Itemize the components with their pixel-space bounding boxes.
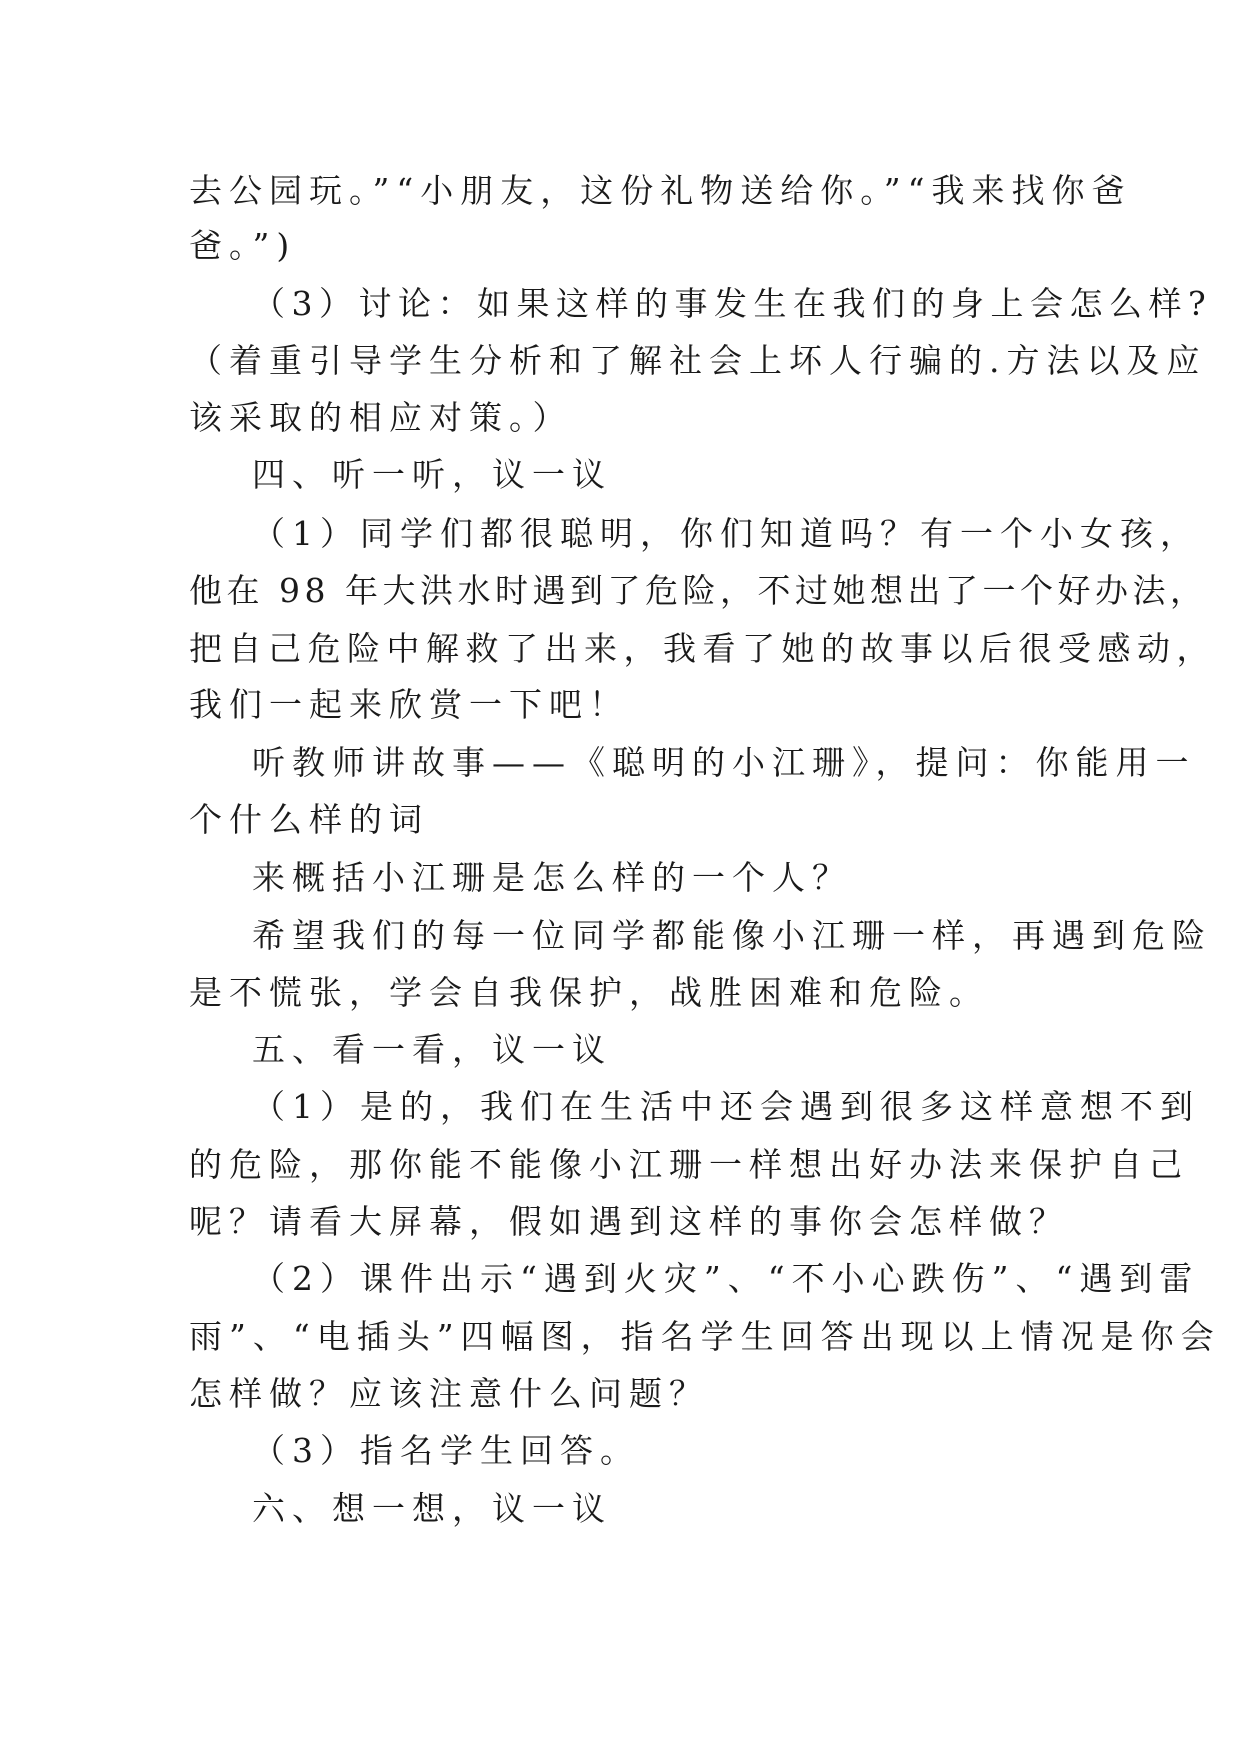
text-line: 听教师讲故事——《聪明的小江珊》，提问：你能用一 xyxy=(252,743,1196,782)
text-line: （3）指名学生回答。 xyxy=(252,1431,640,1470)
text-line: 个什么样的词 xyxy=(189,800,429,839)
section-heading: 五、看一看，议一议 xyxy=(252,1030,612,1069)
text-line: 雨”、“电插头”四幅图，指名学生回答出现以上情况是你会 xyxy=(189,1317,1221,1356)
text-line: （1）同学们都很聪明，你们知道吗？有一个小女孩， xyxy=(252,514,1200,553)
text-line: （1）是的，我们在生活中还会遇到很多这样意想不到 xyxy=(252,1087,1200,1126)
text-line: （2）课件出示“遇到火灾”、“不小心跌伤”、“遇到雷 xyxy=(252,1259,1200,1298)
text-line: 爸。”) xyxy=(189,226,297,265)
section-heading: 六、想一想，议一议 xyxy=(252,1489,612,1528)
section-heading: 四、听一听，议一议 xyxy=(252,455,612,494)
text-line: 来概括小江珊是怎么样的一个人？ xyxy=(252,858,852,897)
text-line: 该采取的相应对策。） xyxy=(189,398,573,437)
text-line: 的危险，那你能不能像小江珊一样想出好办法来保护自己 xyxy=(189,1145,1189,1184)
text-line: 把自己危险中解救了出来，我看了她的故事以后很受感动， xyxy=(189,629,1216,668)
text-line: 希望我们的每一位同学都能像小江珊一样，再遇到危险 xyxy=(252,916,1212,955)
text-line: 他在 98 年大洪水时遇到了危险，不过她想出了一个好办法， xyxy=(189,571,1208,610)
text-line: 怎样做？应该注意什么问题？ xyxy=(189,1374,709,1413)
text-line: （3）讨论：如果这样的事发生在我们的身上会怎么样? xyxy=(252,284,1213,323)
text-line: 去公园玩。”“小朋友，这份礼物送给你。”“我来找你爸 xyxy=(189,171,1132,210)
text-line: （着重引导学生分析和了解社会上坏人行骗的.方法以及应 xyxy=(189,341,1207,380)
text-line: 我们一起来欣赏一下吧！ xyxy=(189,685,629,724)
text-line: 是不慌张，学会自我保护，战胜困难和危险。 xyxy=(189,973,989,1012)
text-line: 呢？请看大屏幕，假如遇到这样的事你会怎样做？ xyxy=(189,1202,1069,1241)
